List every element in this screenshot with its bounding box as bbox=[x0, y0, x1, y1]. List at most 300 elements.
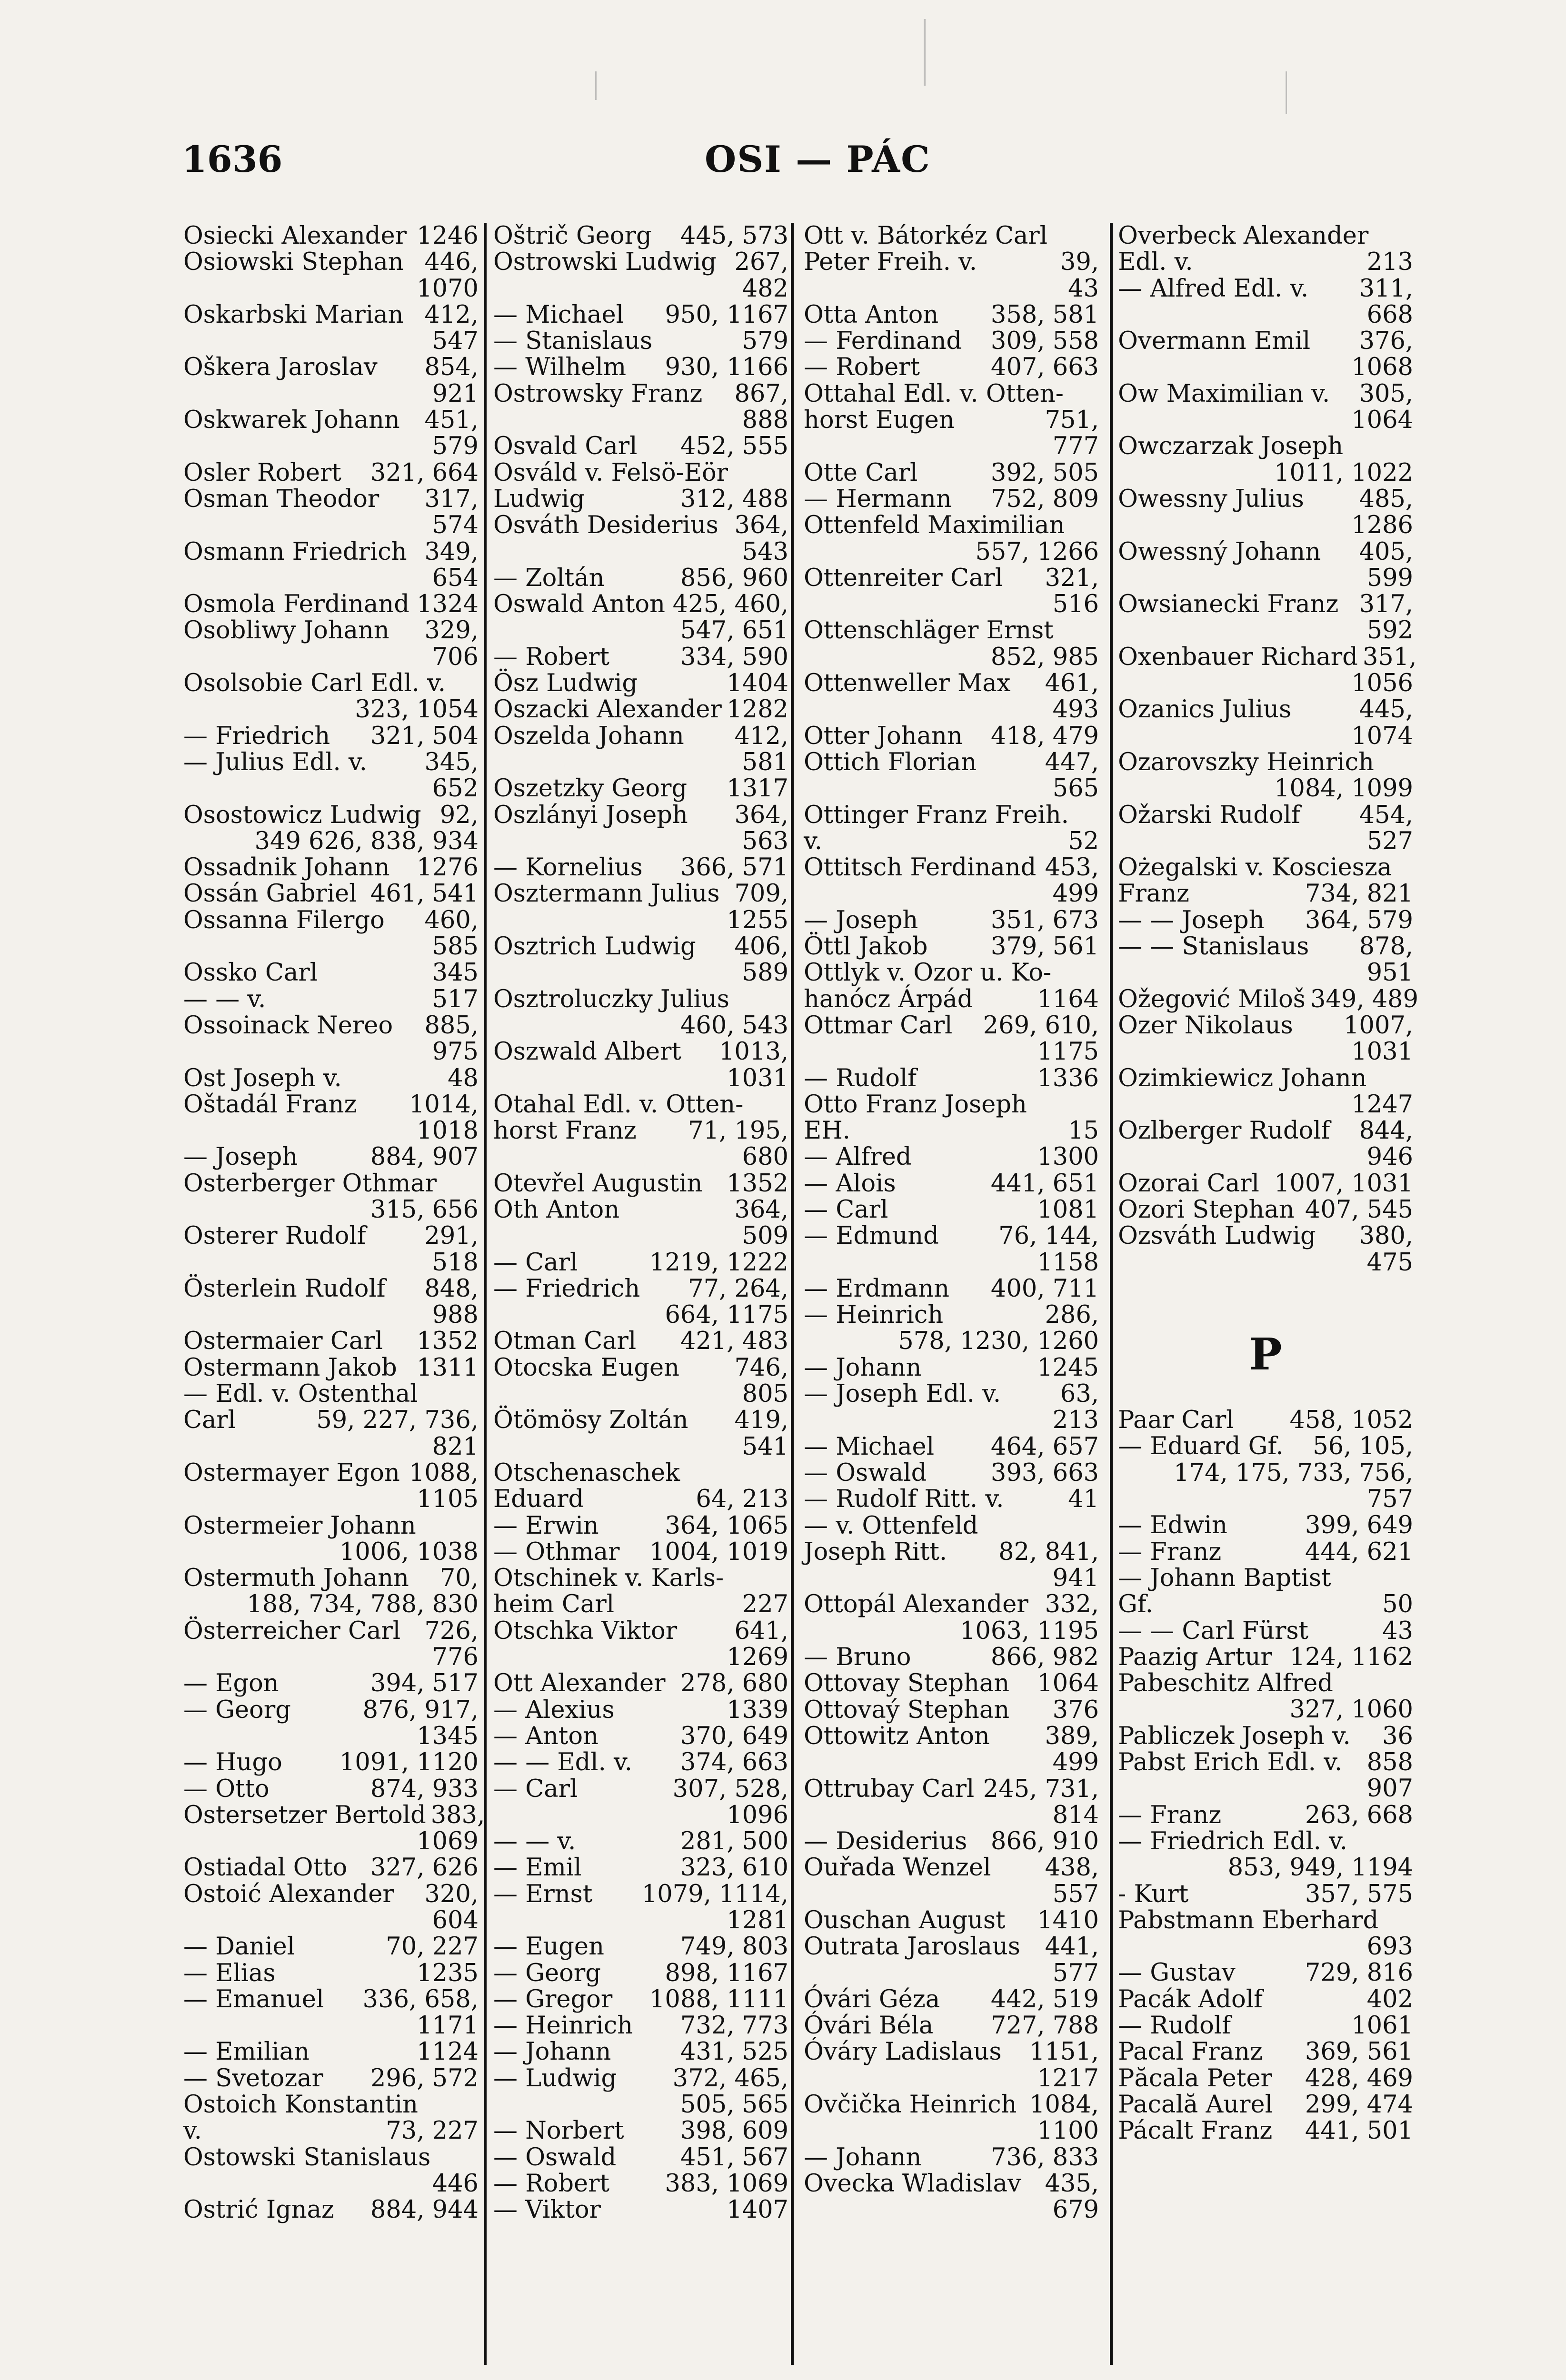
entry-name: Peter Freih. v. bbox=[804, 248, 977, 277]
entry-pages-continued: 1006, 1038 bbox=[339, 1537, 479, 1566]
entry-name: — Gustav bbox=[1118, 1959, 1236, 1987]
entry-name: — Ernst bbox=[493, 1880, 593, 1908]
index-entry bbox=[183, 749, 479, 775]
entry-pages-continued: 1031 bbox=[1351, 1038, 1413, 1066]
entry-pages bbox=[1408, 1907, 1413, 1934]
index-entry bbox=[1118, 539, 1413, 565]
entry-pages: 227 bbox=[742, 1590, 788, 1619]
entry-pages: 269, 610, bbox=[983, 1011, 1099, 1040]
entry-pages: 445, bbox=[1359, 695, 1413, 724]
entry-name: — — Joseph bbox=[1118, 906, 1265, 934]
index-entry bbox=[804, 1723, 1099, 1749]
entry-pages: 351, bbox=[1362, 643, 1417, 671]
entry-name: Gf. bbox=[1118, 1590, 1154, 1619]
entry-pages-continued: 475 bbox=[1367, 1248, 1413, 1277]
entry-pages bbox=[474, 1170, 479, 1197]
entry-name: Ottenweller Max bbox=[804, 669, 1011, 698]
spacer bbox=[1118, 1276, 1413, 1302]
index-entry bbox=[493, 1618, 788, 1644]
entry-pages-continued: 565 bbox=[1052, 774, 1099, 803]
entry-pages-continued: 482 bbox=[742, 274, 788, 303]
index-entry bbox=[183, 960, 479, 986]
index-entry bbox=[1118, 881, 1413, 907]
index-entry bbox=[804, 354, 1099, 380]
index-entry bbox=[804, 617, 1099, 644]
index-entry bbox=[493, 1591, 788, 1617]
entry-pages: 1013, bbox=[718, 1038, 788, 1066]
entry-pages: 884, 944 bbox=[370, 2196, 479, 2224]
entry-pages-continued: 578, 1230, 1260 bbox=[898, 1327, 1099, 1356]
index-entry bbox=[804, 670, 1099, 696]
entry-name: — Othmar bbox=[493, 1537, 620, 1566]
index-entry bbox=[1118, 985, 1418, 1013]
entry-pages: 323, 610 bbox=[680, 1854, 788, 1882]
entry-pages: 460, bbox=[424, 906, 479, 934]
entry-pages-continued: 1068 bbox=[1351, 353, 1413, 382]
entry-pages-continued: 1281 bbox=[727, 1906, 788, 1934]
index-entry bbox=[493, 1486, 788, 1512]
entry-pages-continued: 499 bbox=[1052, 1748, 1099, 1777]
entry-name: Franz bbox=[1118, 880, 1189, 908]
entry-name: Osztermann Julius bbox=[493, 880, 720, 908]
entry-name: — Joseph Edl. v. bbox=[804, 1380, 1001, 1408]
entry-name: Ottrubay Carl bbox=[804, 1775, 975, 1803]
entry-pages: 124, 1162 bbox=[1289, 1643, 1413, 1671]
entry-pages: 445, 573 bbox=[680, 222, 788, 250]
entry-name: Ostrowski Ludwig bbox=[493, 248, 717, 277]
entry-pages: 36 bbox=[1382, 1722, 1413, 1750]
entry-pages: 398, 609 bbox=[680, 2117, 788, 2145]
entry-name: Oswald Anton bbox=[493, 590, 665, 619]
index-entry bbox=[493, 433, 788, 459]
entry-name: Ottahal Edl. v. Otten- bbox=[804, 379, 1064, 408]
entry-pages bbox=[1408, 749, 1413, 775]
entry-name: — Georg bbox=[493, 1959, 601, 1987]
index-entry bbox=[1118, 1591, 1413, 1617]
index-entry bbox=[493, 775, 788, 802]
entry-name: — Alfred Edl. v. bbox=[1118, 274, 1309, 303]
entry-name: — Norbert bbox=[493, 2117, 624, 2145]
entry-name: — Friedrich bbox=[183, 722, 330, 750]
entry-name: Ožegović Miloš bbox=[1118, 985, 1306, 1013]
entry-name: Pácalt Franz bbox=[1118, 2117, 1273, 2145]
entry-pages: 446, bbox=[424, 248, 479, 277]
entry-pages-continued: 493 bbox=[1052, 695, 1099, 724]
scan-mark bbox=[595, 71, 597, 100]
entry-name: Oszetzky Georg bbox=[493, 774, 687, 803]
entry-name: — — Stanislaus bbox=[1118, 932, 1309, 961]
entry-pages-continued: 693 bbox=[1367, 1933, 1413, 1961]
index-entry bbox=[1118, 1539, 1413, 1565]
entry-pages: 281, 500 bbox=[680, 1827, 788, 1856]
entry-pages: 856, 960 bbox=[680, 564, 788, 592]
entry-name: — Georg bbox=[183, 1696, 291, 1724]
entry-pages: 641, bbox=[734, 1616, 788, 1645]
entry-pages: 364, bbox=[734, 511, 788, 540]
entry-pages-continued: 315, 656 bbox=[370, 1195, 479, 1224]
entry-name: — Zoltán bbox=[493, 564, 605, 592]
entry-name: — — v. bbox=[183, 985, 266, 1013]
index-entry bbox=[493, 1986, 788, 2013]
index-entry bbox=[183, 1801, 485, 1829]
index-entry bbox=[493, 986, 788, 1012]
entry-pages-continued: 518 bbox=[432, 1248, 479, 1277]
entry-name: Osterer Rudolf bbox=[183, 1222, 366, 1250]
entry-pages-continued: 680 bbox=[742, 1143, 788, 1171]
index-entry bbox=[183, 617, 479, 644]
entry-pages-continued: 1084, 1099 bbox=[1274, 774, 1413, 803]
entry-name: — Michael bbox=[804, 1432, 935, 1461]
index-entry bbox=[804, 1854, 1099, 1881]
entry-pages-continued: 1056 bbox=[1351, 669, 1413, 698]
column-rule bbox=[484, 223, 487, 2365]
index-entry bbox=[183, 1618, 479, 1644]
entry-pages-continued: 541 bbox=[742, 1432, 788, 1461]
entry-pages-continued: 1096 bbox=[727, 1801, 788, 1829]
entry-pages: 1219, 1222 bbox=[649, 1248, 788, 1277]
entry-pages: 321, 664 bbox=[370, 458, 479, 487]
entry-name: Pacală Aurel bbox=[1118, 2090, 1273, 2119]
entry-pages-continued: 946 bbox=[1367, 1143, 1413, 1171]
entry-pages-continued: 577 bbox=[1052, 1959, 1099, 1987]
index-entry bbox=[1118, 1802, 1413, 1828]
entry-pages-continued: 1064 bbox=[1351, 406, 1413, 435]
entry-pages: 453, bbox=[1045, 853, 1099, 882]
entry-pages: 286, bbox=[1045, 1301, 1099, 1329]
index-entry bbox=[804, 486, 1099, 512]
index-entry bbox=[183, 1012, 479, 1039]
entry-pages: 317, bbox=[424, 485, 479, 513]
entry-pages: 1007, bbox=[1343, 1011, 1413, 1040]
index-entry bbox=[493, 486, 788, 512]
entry-pages: 751, bbox=[1045, 406, 1099, 435]
index-entry bbox=[804, 1065, 1099, 1091]
entry-pages: 320, bbox=[424, 1880, 479, 1908]
entry-name: Osobliwy Johann bbox=[183, 616, 389, 645]
entry-pages bbox=[784, 1565, 788, 1591]
index-entry bbox=[493, 2171, 788, 2197]
entry-pages: 1064 bbox=[1037, 1669, 1099, 1698]
entry-pages: 458, 1052 bbox=[1289, 1406, 1413, 1435]
entry-name: Osiecki Alexander bbox=[183, 222, 407, 250]
entry-pages: 930, 1166 bbox=[665, 353, 788, 382]
index-entry bbox=[1118, 854, 1413, 881]
entry-name: — Heinrich bbox=[493, 2012, 633, 2040]
entry-name: Osler Robert bbox=[183, 458, 341, 487]
index-entry bbox=[183, 802, 479, 828]
entry-name: Ovčička Heinrich bbox=[804, 2091, 1017, 2119]
entry-pages: 213 bbox=[1367, 248, 1413, 277]
entry-name: Österreicher Carl bbox=[183, 1616, 401, 1645]
entry-pages-continued: 188, 734, 788, 830 bbox=[247, 1590, 479, 1619]
index-entry bbox=[1118, 696, 1413, 723]
entry-pages-continued: 1286 bbox=[1351, 511, 1413, 540]
entry-pages: 1245 bbox=[1037, 1353, 1099, 1382]
index-entry bbox=[183, 2065, 479, 2092]
entry-pages-continued: 589 bbox=[742, 959, 788, 987]
entry-name: — Ferdinand bbox=[804, 327, 962, 356]
entry-pages: 336, 658, bbox=[362, 1985, 479, 2013]
entry-name: — Erwin bbox=[493, 1511, 599, 1540]
entry-name: — Oswald bbox=[493, 2143, 617, 2172]
entry-pages: 332, bbox=[1045, 1590, 1099, 1619]
entry-pages: 1079, 1114, bbox=[641, 1880, 788, 1908]
entry-pages bbox=[1094, 960, 1099, 986]
entry-pages: 50 bbox=[1382, 1590, 1413, 1619]
entry-name: Ottenfeld Maximilian bbox=[804, 511, 1065, 540]
entry-name: — Emilian bbox=[183, 2038, 309, 2066]
index-entry bbox=[493, 1934, 788, 1960]
entry-pages bbox=[784, 460, 788, 486]
index-entry bbox=[493, 1697, 788, 1723]
entry-name: — Franz bbox=[1118, 1801, 1222, 1829]
entry-pages bbox=[1408, 223, 1413, 249]
entry-pages: 393, 663 bbox=[990, 1458, 1099, 1487]
entry-pages: 407, 663 bbox=[990, 353, 1099, 382]
entry-name: Ozarovszky Heinrich bbox=[1118, 748, 1374, 776]
entry-pages: 48 bbox=[448, 1064, 479, 1092]
entry-name: — Wilhelm bbox=[493, 353, 627, 382]
entry-pages: 1151, bbox=[1029, 2038, 1099, 2066]
entry-name: — — v. bbox=[493, 1827, 576, 1856]
index-entry bbox=[1118, 1986, 1413, 2013]
entry-pages: 844, bbox=[1359, 1117, 1413, 1145]
entry-pages: 76, 144, bbox=[998, 1222, 1099, 1250]
entry-pages-continued: 664, 1175 bbox=[665, 1301, 788, 1329]
entry-name: Păcala Peter bbox=[1118, 2064, 1272, 2092]
entry-name: Oškera Jaroslav bbox=[183, 353, 378, 382]
index-entry bbox=[1118, 1881, 1413, 1907]
entry-name: Paazig Artur bbox=[1118, 1643, 1272, 1671]
entry-pages bbox=[1094, 802, 1099, 828]
index-entry bbox=[804, 2092, 1099, 2118]
entry-pages-continued: 581 bbox=[742, 748, 788, 776]
index-entry bbox=[804, 1091, 1099, 1118]
entry-pages: 461, bbox=[1045, 669, 1099, 698]
entry-pages: 1061 bbox=[1351, 2012, 1413, 2040]
entry-pages: 1088, 1111 bbox=[649, 1985, 788, 2013]
entry-pages: 299, 474 bbox=[1305, 2090, 1413, 2119]
entry-pages: 263, 668 bbox=[1305, 1801, 1413, 1829]
entry-pages: 1324 bbox=[417, 590, 479, 619]
index-entry bbox=[493, 1776, 788, 1802]
index-entry bbox=[1118, 1749, 1413, 1775]
entry-name: — Elias bbox=[183, 1959, 276, 1987]
entry-pages: 41 bbox=[1068, 1485, 1099, 1514]
index-entry bbox=[804, 1934, 1099, 1960]
entry-pages: 321, 504 bbox=[370, 722, 479, 750]
index-entry bbox=[1118, 1618, 1413, 1644]
index-column-2 bbox=[493, 223, 788, 2223]
entry-pages: 383, 1069 bbox=[665, 2169, 788, 2198]
entry-pages: 311, bbox=[1359, 274, 1413, 303]
index-entry bbox=[183, 302, 479, 328]
index-entry bbox=[183, 2039, 479, 2065]
entry-pages: 746, bbox=[734, 1353, 788, 1382]
entry-pages: 425, 460, bbox=[672, 590, 788, 619]
entry-pages-continued: 1158 bbox=[1037, 1248, 1099, 1277]
entry-pages-continued: 323, 1054 bbox=[355, 695, 479, 724]
index-entry bbox=[183, 1697, 479, 1723]
entry-name: Österlein Rudolf bbox=[183, 1274, 386, 1303]
index-entry bbox=[804, 1828, 1099, 1854]
entry-pages: 442, 519 bbox=[990, 1985, 1099, 2013]
index-entry bbox=[804, 749, 1099, 775]
index-entry bbox=[804, 1697, 1099, 1723]
index-entry bbox=[183, 2118, 479, 2144]
entry-pages-continued: 853, 949, 1194 bbox=[1227, 1854, 1413, 1882]
entry-name: — Emil bbox=[493, 1854, 582, 1882]
entry-name: — — Edl. v. bbox=[493, 1748, 633, 1777]
index-entry bbox=[1118, 2118, 1413, 2144]
entry-name: Ottovaý Stephan bbox=[804, 1696, 1010, 1724]
entry-pages: 380, bbox=[1359, 1222, 1413, 1250]
index-entry bbox=[183, 1986, 479, 2013]
entry-name: Pabst Erich Edl. v. bbox=[1118, 1748, 1343, 1777]
index-entry bbox=[804, 223, 1099, 249]
entry-pages: 351, 673 bbox=[990, 906, 1099, 934]
entry-name: Ozlberger Rudolf bbox=[1118, 1117, 1330, 1145]
index-entry bbox=[804, 1170, 1099, 1197]
entry-pages-continued: 852, 985 bbox=[990, 643, 1099, 671]
entry-pages-continued: 888 bbox=[742, 406, 788, 435]
entry-name: Ožarski Rudolf bbox=[1118, 801, 1300, 829]
entry-name: — Oswald bbox=[804, 1458, 927, 1487]
entry-name: hanócz Árpád bbox=[804, 985, 973, 1013]
entry-name: Ostersetzer Bertold bbox=[183, 1801, 426, 1829]
entry-pages: 709, bbox=[734, 880, 788, 908]
entry-pages-continued: 776 bbox=[432, 1643, 479, 1672]
index-entry bbox=[183, 1381, 479, 1407]
index-entry bbox=[804, 407, 1099, 433]
entry-name: Ostrowsky Franz bbox=[493, 379, 703, 408]
index-entry bbox=[493, 1091, 788, 1118]
entry-name: Otschenaschek bbox=[493, 1458, 680, 1487]
entry-pages bbox=[1094, 223, 1099, 249]
entry-pages: 412, bbox=[734, 722, 788, 750]
entry-name: Otschinek v. Karls- bbox=[493, 1564, 724, 1593]
index-entry bbox=[804, 1012, 1099, 1039]
entry-pages-continued: 777 bbox=[1052, 432, 1099, 461]
entry-pages-continued: 1011, 1022 bbox=[1274, 458, 1413, 487]
entry-name: Ossko Carl bbox=[183, 959, 318, 987]
index-entry bbox=[804, 933, 1099, 960]
entry-pages: 1084, bbox=[1029, 2091, 1099, 2119]
index-entry bbox=[1118, 2065, 1413, 2092]
entry-pages: 461, 541 bbox=[370, 880, 479, 908]
index-entry bbox=[1118, 433, 1413, 459]
index-entry bbox=[1118, 223, 1413, 249]
index-entry bbox=[183, 1144, 479, 1170]
entry-name: — Johann Baptist bbox=[1118, 1564, 1331, 1592]
entry-name: Oszlányi Joseph bbox=[493, 801, 688, 829]
index-entry bbox=[493, 1513, 788, 1539]
entry-name: Óvári Béla bbox=[804, 2012, 934, 2040]
index-entry bbox=[1118, 1065, 1413, 1091]
entry-pages-continued: 1217 bbox=[1037, 2064, 1099, 2092]
entry-pages: 451, 567 bbox=[680, 2143, 788, 2172]
entry-name: v. bbox=[183, 2117, 202, 2145]
entry-name: Joseph Ritt. bbox=[804, 1537, 948, 1566]
index-entry bbox=[183, 1223, 479, 1249]
section-letter: P bbox=[1249, 1329, 1282, 1380]
entry-name: Oth Anton bbox=[493, 1195, 620, 1224]
index-entry bbox=[1118, 907, 1413, 933]
entry-pages: 1124 bbox=[417, 2038, 479, 2066]
entry-pages: 349, bbox=[424, 537, 479, 566]
index-entry bbox=[1118, 1012, 1413, 1039]
entry-pages bbox=[1094, 512, 1099, 538]
entry-pages-continued: 527 bbox=[1367, 827, 1413, 855]
entry-pages: 431, 525 bbox=[680, 2038, 788, 2066]
entry-pages: 43 bbox=[1382, 1616, 1413, 1645]
entry-name: Overbeck Alexander bbox=[1118, 222, 1369, 250]
index-entry bbox=[804, 1539, 1099, 1565]
scan-mark bbox=[1286, 71, 1287, 114]
index-entry bbox=[804, 1381, 1099, 1407]
index-entry bbox=[493, 1565, 788, 1591]
index-entry bbox=[183, 407, 479, 433]
entry-name: Otocska Eugen bbox=[493, 1353, 680, 1382]
index-entry bbox=[493, 1039, 788, 1065]
entry-name: Ovecka Wladislav bbox=[804, 2169, 1021, 2198]
entry-name: Pacák Adolf bbox=[1118, 1985, 1263, 2013]
entry-name: Oštrič Georg bbox=[493, 222, 652, 250]
entry-pages: 56, 105, bbox=[1313, 1432, 1413, 1461]
index-entry bbox=[804, 723, 1099, 749]
index-entry bbox=[1118, 1960, 1413, 1986]
entry-pages: 854, bbox=[424, 353, 479, 382]
entry-pages-continued: 757 bbox=[1367, 1485, 1413, 1514]
index-entry bbox=[1118, 1223, 1413, 1249]
entry-pages: 452, 555 bbox=[680, 432, 788, 461]
entry-pages: 364, 579 bbox=[1305, 906, 1413, 934]
entry-pages: 389, bbox=[1045, 1722, 1099, 1750]
index-entry bbox=[183, 591, 479, 617]
entry-pages-continued: 975 bbox=[432, 1038, 479, 1066]
entry-pages: 418, 479 bbox=[990, 722, 1099, 750]
entry-pages-continued: 43 bbox=[1068, 274, 1099, 303]
index-entry bbox=[493, 1854, 788, 1881]
entry-pages: 92, bbox=[439, 801, 479, 829]
entry-pages-continued: 327, 1060 bbox=[1289, 1696, 1413, 1724]
entry-name: Pacal Franz bbox=[1118, 2038, 1263, 2066]
index-entry bbox=[1118, 1644, 1413, 1670]
entry-pages: 392, 505 bbox=[990, 458, 1099, 487]
index-entry bbox=[493, 933, 788, 960]
index-entry bbox=[1118, 381, 1413, 407]
entry-pages: 874, 933 bbox=[370, 1775, 479, 1803]
index-entry bbox=[804, 1486, 1099, 1512]
entry-pages-continued: 921 bbox=[432, 379, 479, 408]
index-entry bbox=[493, 354, 788, 380]
entry-pages-continued: 1175 bbox=[1037, 1038, 1099, 1066]
index-entry bbox=[804, 907, 1099, 933]
index-entry bbox=[804, 1644, 1099, 1670]
entry-name: — Emanuel bbox=[183, 1985, 324, 2013]
entry-name: — Carl bbox=[493, 1775, 578, 1803]
index-entry bbox=[1118, 328, 1413, 354]
entry-pages: 307, 528, bbox=[672, 1775, 788, 1803]
entry-pages bbox=[1408, 854, 1413, 881]
index-entry bbox=[493, 328, 788, 354]
entry-name: Ozorai Carl bbox=[1118, 1169, 1259, 1198]
entry-pages: 64, 213 bbox=[696, 1485, 788, 1514]
index-entry bbox=[804, 1670, 1099, 1696]
entry-name: - Kurt bbox=[1118, 1880, 1189, 1908]
entry-pages: 321, bbox=[1045, 564, 1099, 592]
entry-pages-continued: 574 bbox=[432, 511, 479, 540]
